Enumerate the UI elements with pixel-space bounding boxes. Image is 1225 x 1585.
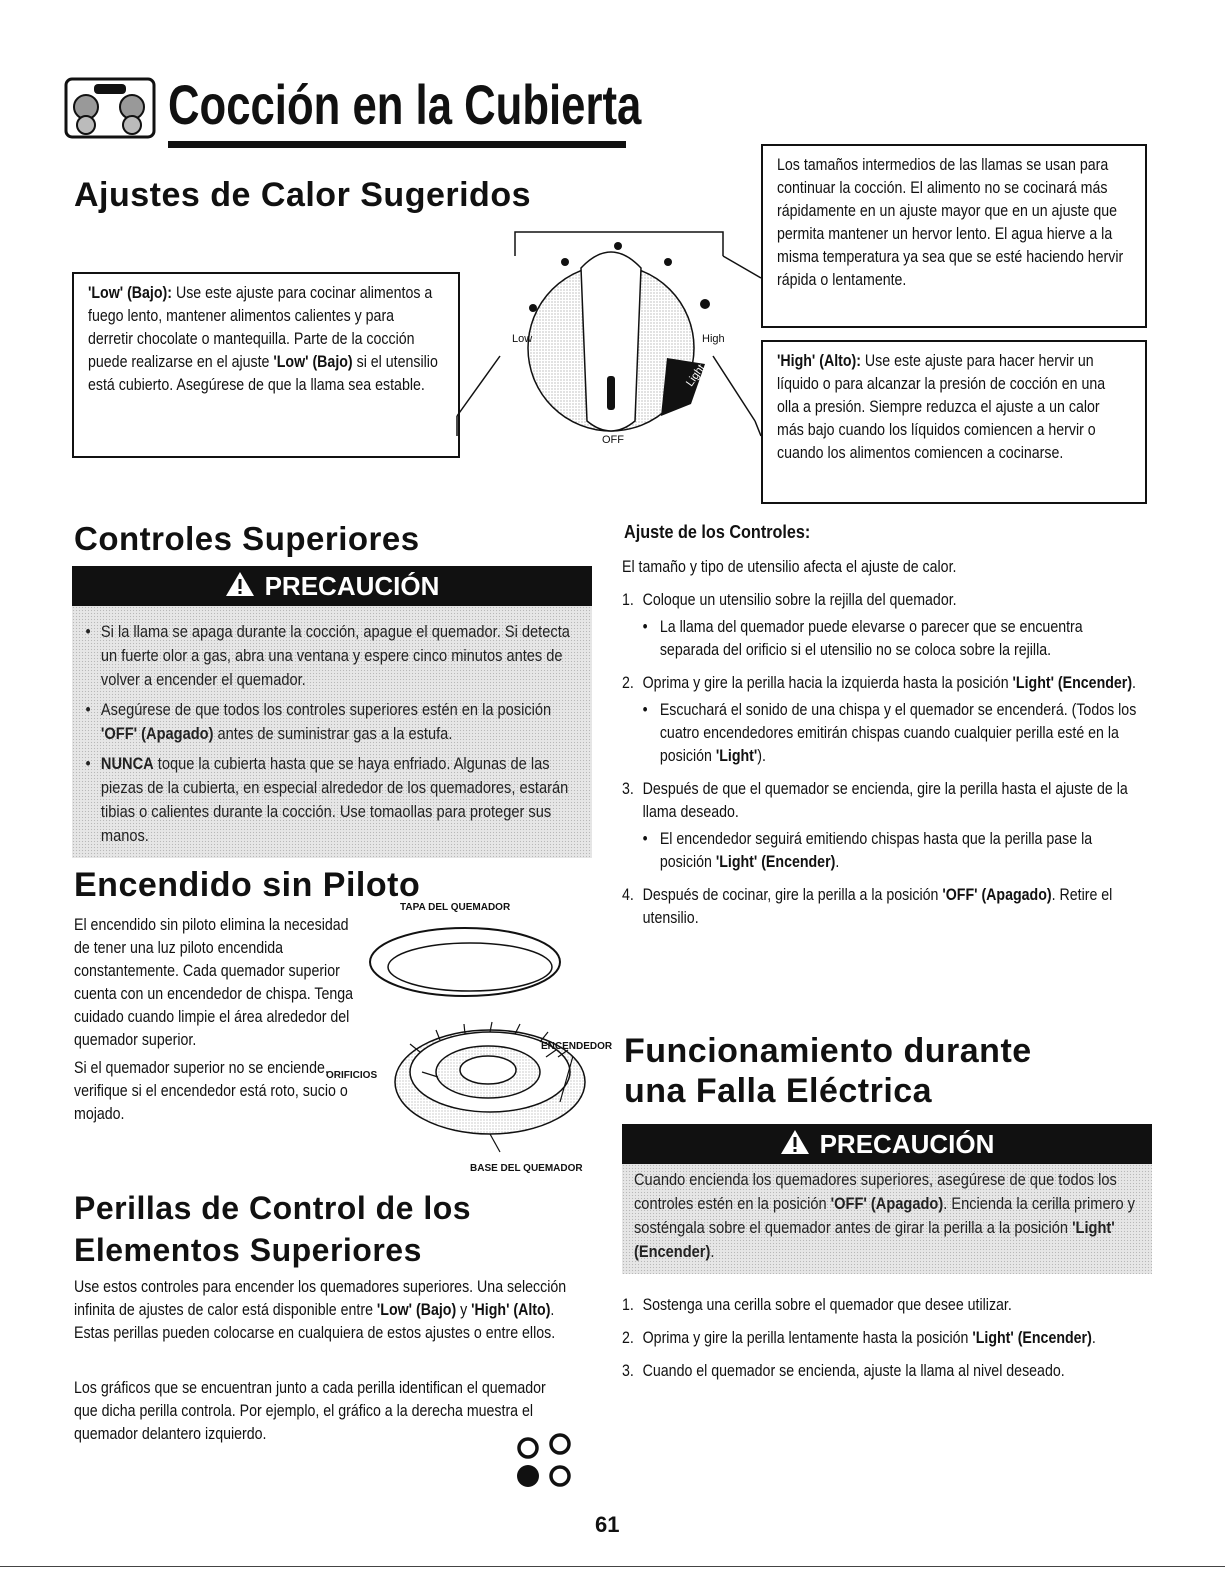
footer-rule <box>0 1566 1225 1567</box>
knobs-p1 <box>74 1276 590 1345</box>
knob-off-label: OFF <box>602 434 624 446</box>
mid-text: Los tamaños intermedios de las llamas se usan para continuar la cocción. El alimento no se cocinará más rápidamente en un ajuste mayor que en un ajuste que permita mantener un hervor lento. El agua hierve a la misma temperatura ya sea que se esté haciendo hervir rápida o lentamente. <box>777 156 1124 289</box>
caution-bullet-2 <box>82 698 586 746</box>
high-text: Use este ajuste para hacer hervir un líquido o para alcanzar la presión de cocción en una olla a presión. Siempre reduzca el ajuste a un calor más bajo cuando los líquidos comiencen a hervir o cuando los alimentos comiencen a cocinarse. <box>777 352 1106 462</box>
sub-bold: 'Light' <box>715 747 758 765</box>
setting-step-2-sub <box>622 699 1143 768</box>
fc-c: . Encienda la cerilla primero y sosténgala sobre el quemador antes de girar la perilla a la posición <box>634 1194 1135 1237</box>
knob-low-label: Low <box>512 333 533 345</box>
label-burner-cap: TAPA DEL QUEMADOR <box>400 902 511 913</box>
step-bold: 'Light' (Encender) <box>972 1329 1092 1347</box>
low-box <box>72 272 460 458</box>
failure-heading-1: Funcionamiento durante <box>624 1032 1032 1070</box>
step-num: 2. <box>622 674 634 692</box>
step-text: Oprima y gire la perilla lentamente hasta la posición <box>642 1329 973 1347</box>
b3-bold: NUNCA <box>100 754 154 773</box>
ignition-p1: El encendido sin piloto elimina la necesidad de tener una luz piloto encendida constantemente. Cada quemador superior cuenta con un encendedor de chispa. Tenga cuidado cuando limpie el área alrededor del quemador superior. <box>74 916 354 1049</box>
knob-light-label: Light <box>684 362 708 389</box>
b2-b: antes de suministrar gas a la estufa. <box>213 724 453 743</box>
fc-b: 'OFF' (Apagado) <box>830 1194 944 1213</box>
low-bold-2: 'Low' (Bajo) <box>273 353 353 371</box>
fc-a: Cuando encienda los quemadores superiores, asegúrese de que todos los controles estén en la posición <box>634 1170 1117 1213</box>
b2-bold: 'OFF' (Apagado) <box>100 724 214 743</box>
burner-location-icon <box>514 1432 578 1495</box>
high-box <box>761 340 1147 504</box>
setting-heading: Ajuste de los Controles: <box>624 522 811 542</box>
knobs-heading-1: Perillas de Control de los <box>74 1190 472 1226</box>
step-text: . <box>1091 1329 1096 1347</box>
controls-caution-bar <box>72 566 592 606</box>
caution-bullet-1: • Si la llama se apaga durante la cocción, apague el quemador. Si detecta un fuerte olor a gas, abra una ventana y espere cinco minutos antes de volver a encender el quemador. <box>82 620 586 692</box>
step-num: 2. <box>622 1329 634 1347</box>
page-title: Cocción en la Cubierta <box>168 73 642 136</box>
setting-step-1-sub: • La llama del quemador puede elevarse o parecer que se encuentra separada del orificio si el utensilio no se coloca sobre la rejilla. <box>622 616 1143 662</box>
step-text: . <box>1132 674 1136 692</box>
controls-caution-title: PRECAUCIÓN <box>264 571 440 601</box>
page-number: 61 <box>595 1512 620 1537</box>
knobs-p1-c: y <box>456 1301 472 1319</box>
ignition-p2: Si el quemador superior no se enciende, verifique si el encendedor está roto, sucio o mojado. <box>74 1059 348 1123</box>
setting-step-1 <box>622 589 1143 662</box>
step-num: 1. <box>622 591 634 609</box>
knobs-p2: Los gráficos que se encuentran junto a cada perilla identifican el quemador que dicha perilla controla. Por ejemplo, el gráfico a la derecha muestra el quemador delantero izquierdo. <box>74 1379 546 1443</box>
heat-heading: Ajustes de Calor Sugeridos <box>74 176 531 214</box>
step-text: Después de cocinar, gire la perilla a la posición <box>642 886 943 904</box>
setting-step-2 <box>622 672 1143 768</box>
setting-step-3-sub <box>622 828 1143 874</box>
failure-heading-2: una Falla Eléctrica <box>624 1072 933 1110</box>
setting-steps <box>622 556 1143 940</box>
failure-step-2 <box>622 1327 1138 1350</box>
step-text: Coloque un utensilio sobre la rejilla del quemador. <box>642 591 957 609</box>
label-ports: ORIFICIOS <box>326 1070 378 1081</box>
step-num: 3. <box>622 780 634 798</box>
knob-high-label: High <box>702 333 725 345</box>
step-text: Cuando el quemador se encienda, ajuste la llama al nivel deseado. <box>642 1362 1065 1380</box>
low-text-1: Use este ajuste para cocinar alimentos a fuego lento, mantener alimentos calientes y para derretir chocolate o mantequilla. Parte de la cocción puede realizarse en el ajuste <box>88 284 433 371</box>
low-label: 'Low' (Bajo): <box>88 284 172 302</box>
failure-caution-body <box>622 1164 1152 1274</box>
failure-caution-bar <box>622 1124 1152 1164</box>
knobs-p1-b1: 'Low' (Bajo) <box>376 1301 457 1319</box>
sub-text: El encendedor seguirá emitiendo chispas hasta que la perilla pase la posición <box>659 830 1093 871</box>
step-text: Sostenga una cerilla sobre el quemador que desee utilizar. <box>642 1296 1012 1314</box>
sub-text: . <box>835 853 840 871</box>
failure-steps <box>622 1294 1138 1393</box>
step-text: Oprima y gire la perilla hacia la izquierda hasta la posición <box>642 674 1013 692</box>
b3-text: toque la cubierta hasta que se haya enfriado. Algunas de las piezas de la cubierta, en especial alrededor de los quemadores, estarán tibias o calientes durante la cocción. Use tomaollas para proteger sus manos. <box>100 754 569 845</box>
step-bold: 'Light' (Encender) <box>1012 674 1133 692</box>
knobs-p1-b2: 'High' (Alto) <box>471 1301 551 1319</box>
warning-icon <box>780 1126 810 1166</box>
step-num: 3. <box>622 1362 634 1380</box>
controls-heading: Controles Superiores <box>74 520 420 557</box>
low-text-2: si el utensilio está cubierto. Asegúrese de que la llama sea estable. <box>88 353 438 394</box>
step-bold: 'OFF' (Apagado) <box>942 886 1052 904</box>
fc-e: . <box>710 1242 715 1261</box>
sub-text: ). <box>757 747 766 765</box>
label-igniter: ENCENDEDOR <box>541 1041 613 1052</box>
sub-text: Escuchará el sonido de una chispa y el quemador se encenderá. (Todos los cuatro encendedores emitirán chispas cuando cualquier perilla esté en la posición <box>659 701 1137 765</box>
setting-step-3 <box>622 778 1143 874</box>
knobs-heading-2: Elementos Superiores <box>74 1232 422 1268</box>
knobs-p1-d: . Estas perillas pueden colocarse en cualquiera de estos ajustes o entre ellos. <box>74 1301 556 1342</box>
failure-step-3 <box>622 1360 1138 1383</box>
setting-step-4 <box>622 884 1143 930</box>
title-rule <box>168 141 626 148</box>
step-text: . Retire el utensilio. <box>642 886 1113 927</box>
step-text: Después de que el quemador se encienda, gire la perilla hasta el ajuste de la llama deseado. <box>642 780 1128 821</box>
ignition-heading: Encendido sin Piloto <box>74 866 421 904</box>
b2-a: Asegúrese de que todos los controles superiores estén en la posición <box>100 700 552 719</box>
knobs-p1-a: Use estos controles para encender los quemadores superiores. Una selección infinita de ajustes de calor está disponible entre <box>74 1278 567 1319</box>
cooktop-icon <box>64 77 156 144</box>
failure-step-1 <box>622 1294 1138 1317</box>
label-burner-base: BASE DEL QUEMADOR <box>470 1163 583 1174</box>
fc-d: 'Light' (Encender) <box>634 1218 1115 1261</box>
warning-icon <box>225 568 255 608</box>
setting-intro: El tamaño y tipo de utensilio afecta el ajuste de calor. <box>622 558 957 576</box>
controls-caution-body <box>72 606 592 858</box>
caution-bullet-3 <box>82 752 586 848</box>
step-num: 4. <box>622 886 634 904</box>
high-label: 'High' (Alto): <box>777 352 861 370</box>
mid-box <box>761 144 1147 328</box>
sub-bold: 'Light' (Encender) <box>715 853 836 871</box>
failure-caution-title: PRECAUCIÓN <box>819 1129 995 1159</box>
step-num: 1. <box>622 1296 634 1314</box>
